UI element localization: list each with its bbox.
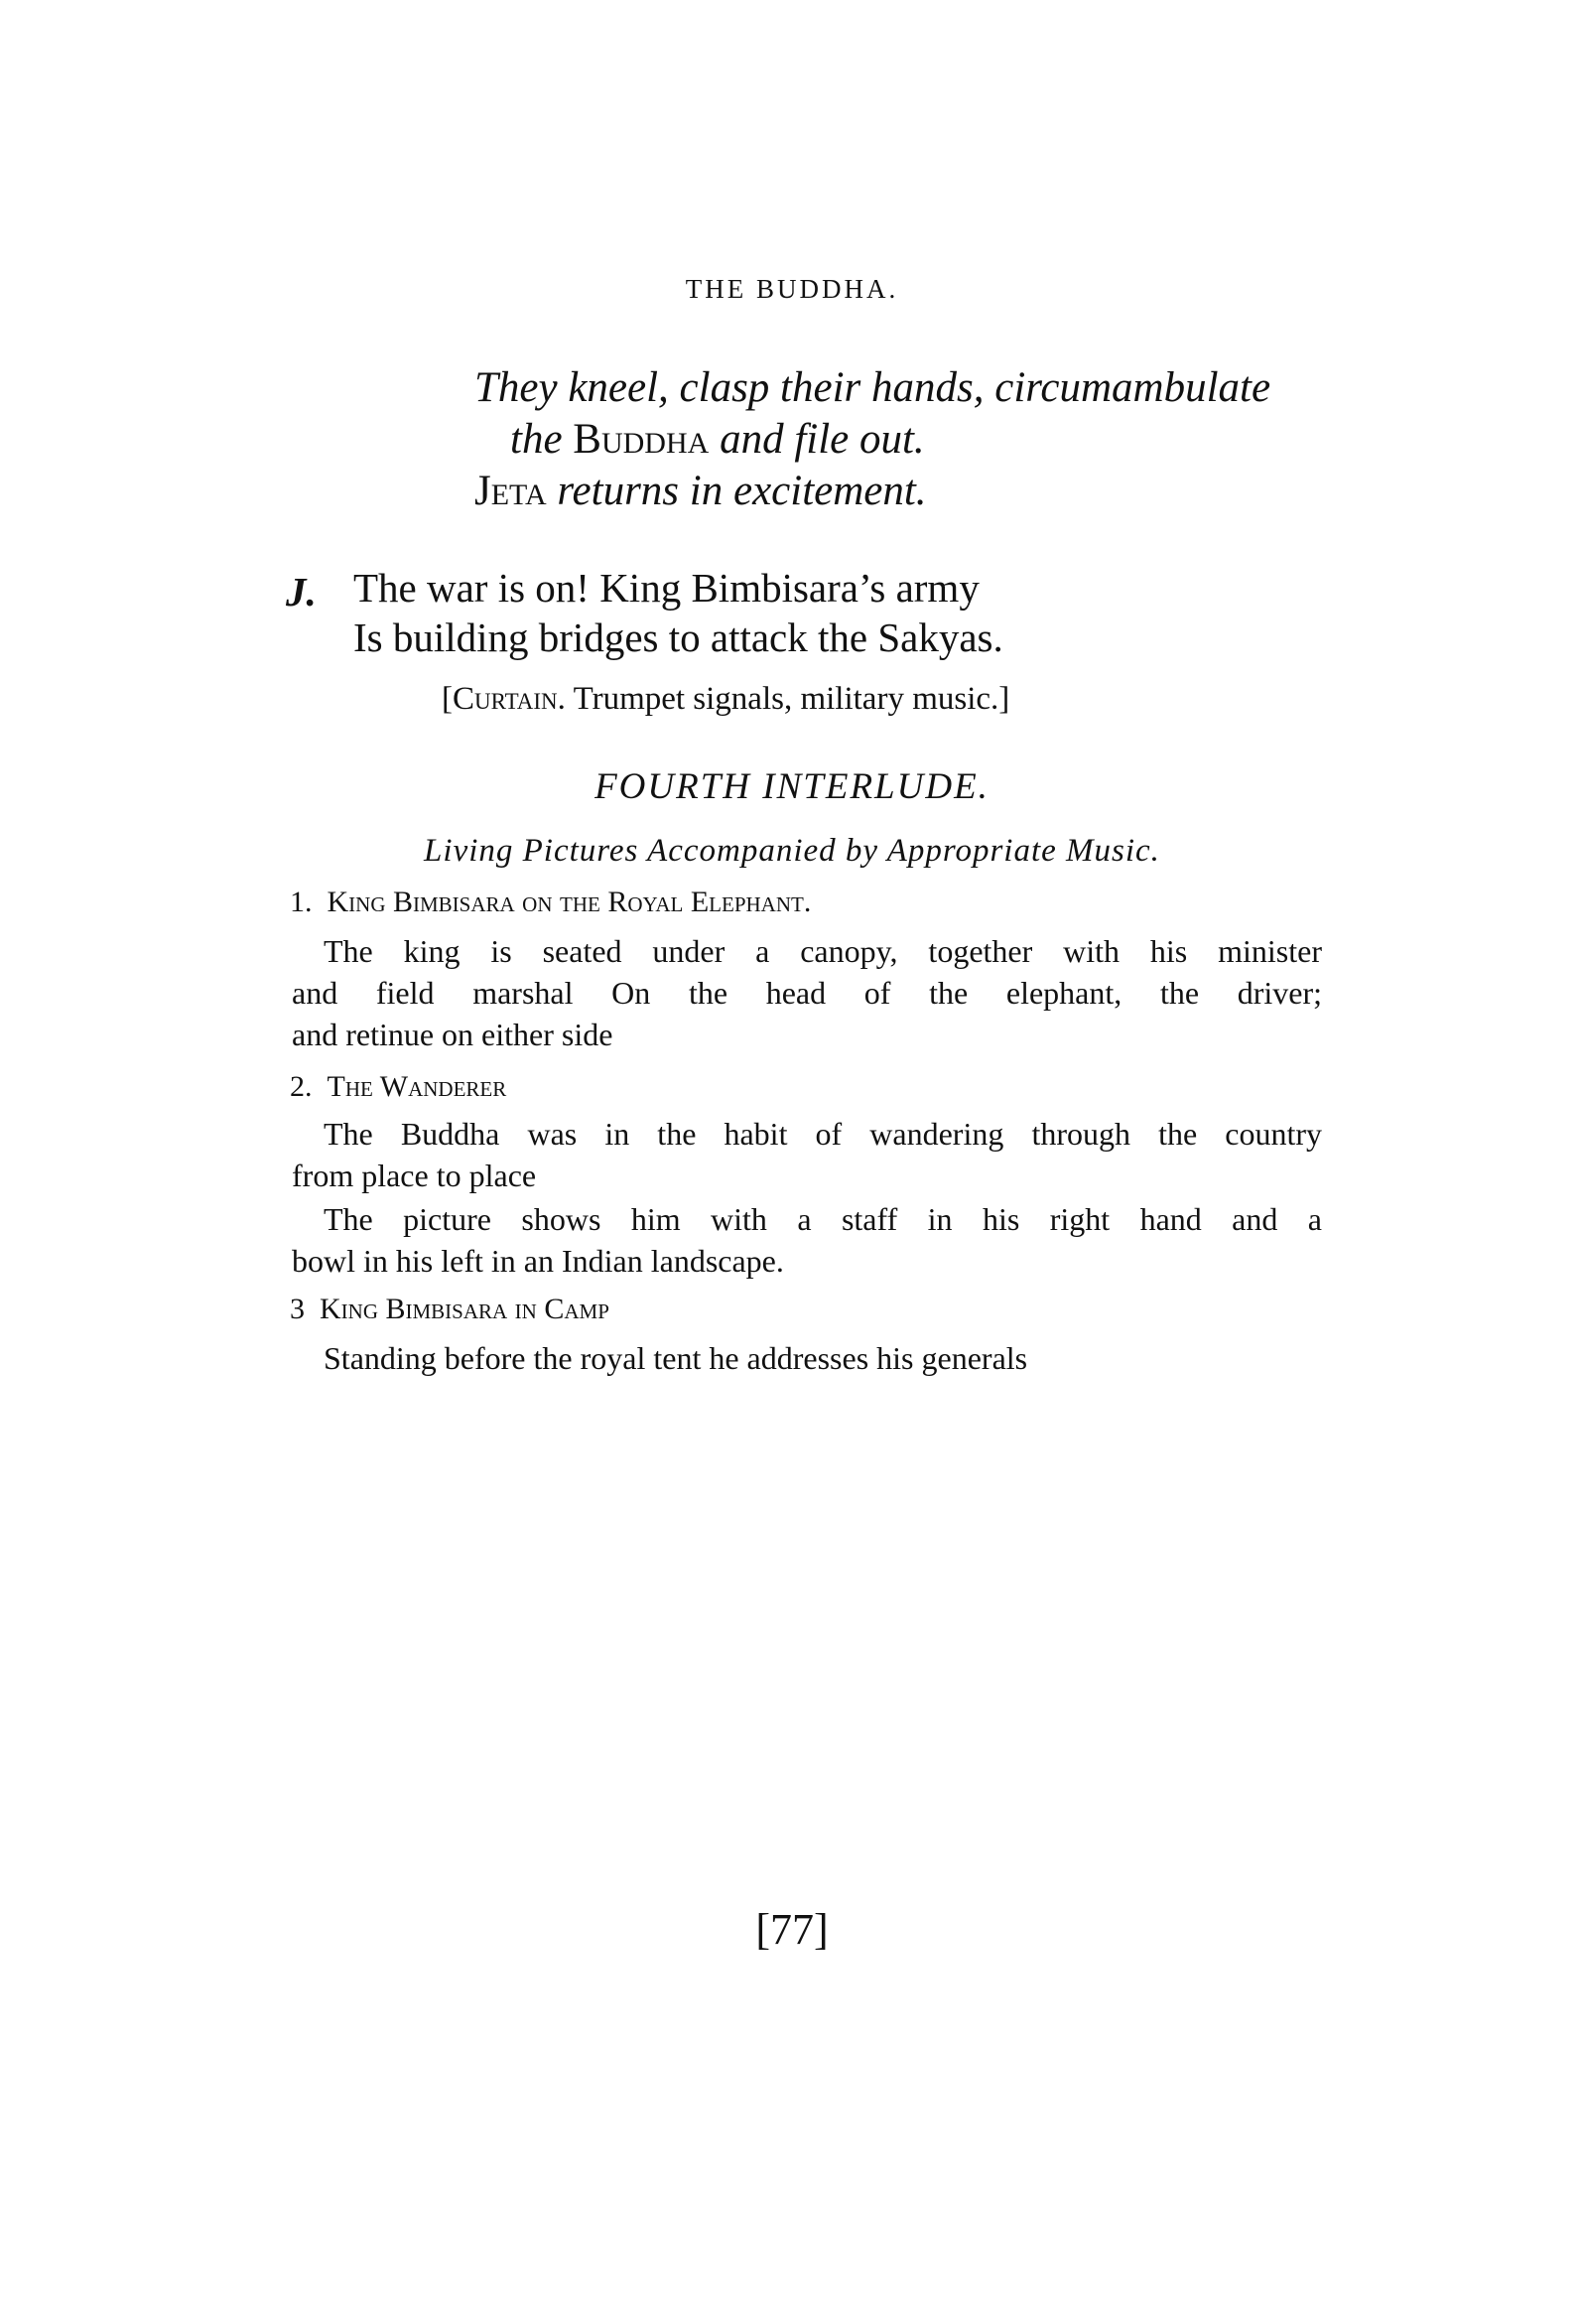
stage-direction-text: the (510, 416, 563, 463)
item-title: King Bimbisara on the Royal Elephant. (327, 886, 812, 918)
character-name-buddha: Buddha (573, 416, 710, 463)
stage-direction-text: returns in excitement. (557, 468, 927, 514)
item-text-line: The Buddha was in the habit of wandering through the country (324, 1116, 1322, 1152)
speaker-label: J. (286, 569, 317, 615)
item-title: King Bimbisara in Camp (320, 1293, 609, 1325)
interlude-subtitle: Living Pictures Accompanied by Appropriate Music. (424, 833, 1160, 869)
stage-direction-text: and file out. (720, 416, 925, 463)
item-heading (290, 1293, 609, 1326)
item-text-line: bowl in his left in an Indian landscape. (292, 1243, 784, 1279)
item-text-line: The picture shows him with a staff in his right hand and a (324, 1201, 1322, 1237)
running-head: THE BUDDHA. (685, 274, 899, 304)
stage-direction-line-1: They kneel, clasp their hands, circumambulate (474, 364, 1271, 411)
curtain-rest: Trumpet signals, military music.] (565, 681, 1010, 717)
item-number: 1. (290, 886, 313, 918)
stage-direction-line-2 (510, 415, 925, 464)
item-number: 2. (290, 1070, 313, 1103)
speech-line-2: Is building bridges to attack the Sakyas. (353, 615, 1003, 660)
item-text-line: and retinue on either side (292, 1017, 613, 1052)
item-heading (290, 1070, 506, 1104)
interlude-title: FOURTH INTERLUDE. (594, 766, 990, 807)
item-title: The Wanderer (327, 1070, 507, 1103)
item-text-line: Standing before the royal tent he addresses his generals (324, 1340, 1028, 1376)
speech-line-1: The war is on! King Bimbisara’s army (353, 565, 980, 611)
item-number: 3 (290, 1293, 305, 1325)
character-name-jeta: Jeta (474, 468, 547, 514)
item-text-line: and field marshal On the head of the elephant, the driver; (292, 975, 1322, 1011)
page-number: [77] (755, 1905, 829, 1954)
curtain-word: Curtain. (453, 681, 566, 717)
item-text-line: from place to place (292, 1158, 537, 1193)
bracket-open: [ (442, 681, 453, 717)
item-text-line: The king is seated under a canopy, together with his minister (324, 933, 1322, 969)
item-heading (290, 886, 811, 919)
stage-direction-line-3 (474, 467, 927, 515)
curtain-direction (442, 681, 1009, 718)
